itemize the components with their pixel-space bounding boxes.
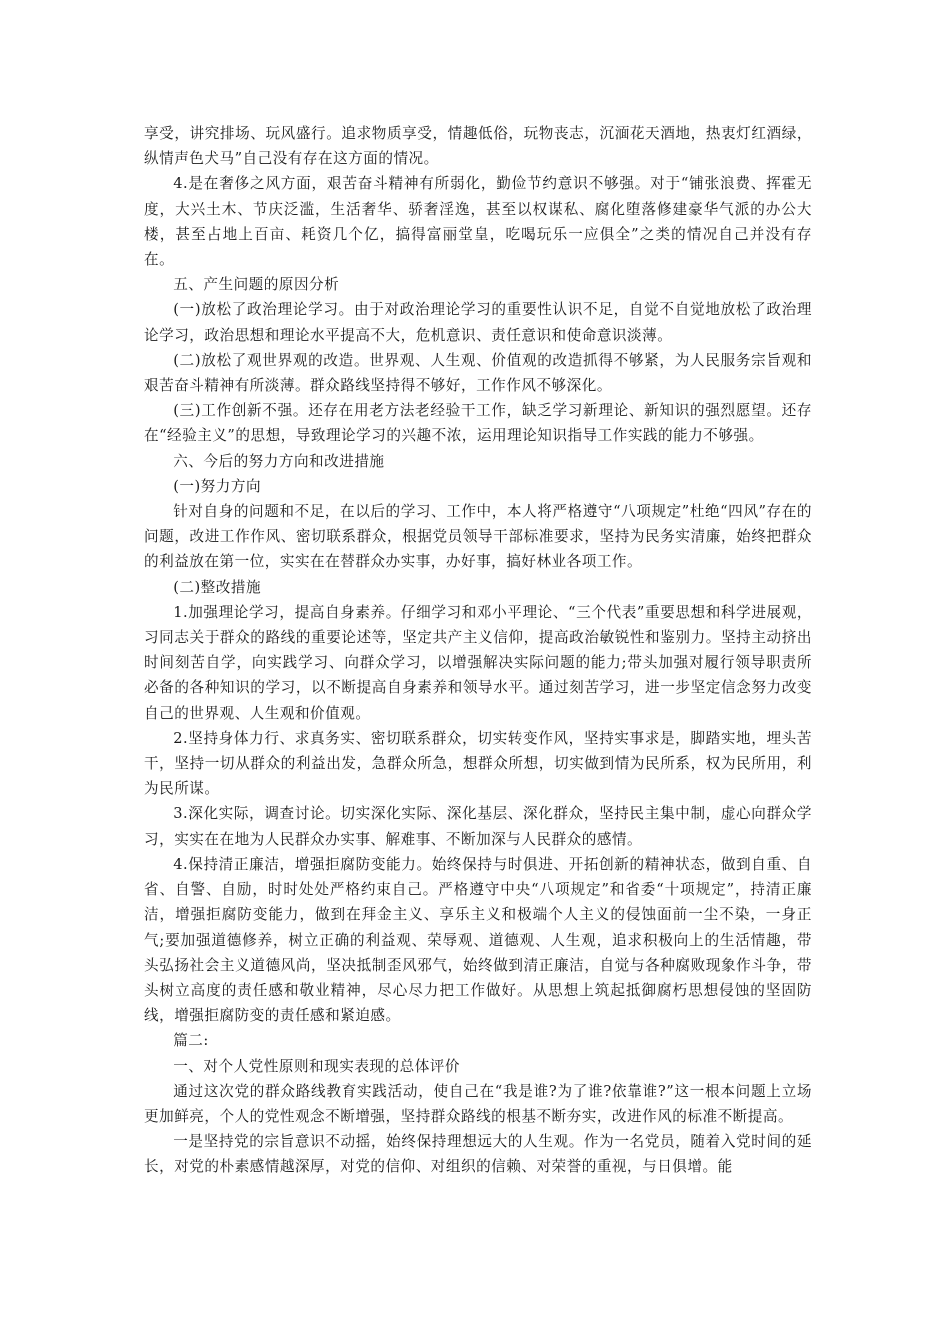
paragraph: 享受，讲究排场、玩风盛行。追求物质享受，情趣低俗，玩物丧志，沉湎花天酒地，热衷灯红酒绿，纵情声色犬马”自己没有存在这方面的情况。 [144,125,812,168]
paragraph: (二)放松了观世界观的改造。世界观、人生观、价值观的改造抓得不够紧，为人民服务宗旨观和艰苦奋斗精神有所淡薄。群众路线坚持得不够好，工作作风不够深化。 [144,351,812,395]
paragraph: 4.保持清正廉洁，增强拒腐防变能力。始终保持与时俱进、开拓创新的精神状态，做到自重、自省、自警、自励，时时处处严格约束自己。严格遵守中央“八项规定”和省委“十项规定”，持清正廉洁，增强拒腐防变能力，做到在拜金主义、享乐主义和极端个人主义的侵蚀面前一尘不染，一身正气;要加强道德修养，树立正确的利益观、荣辱观、道德观、人生观，追求积极向上的生活情趣，带头弘扬社会主义道德风尚，坚决抵制歪风邪气，始终做到清正廉洁，自觉与各种腐败现象作斗争，带头树立高度的责任感和敬业精神，尽心尽力把工作做好。从思想上筑起抵御腐朽思想侵蚀的坚固防线，增强拒腐防变的责任感和紧迫感。 [144,855,812,1025]
paragraph: (三)工作创新不强。还存在用老方法老经验干工作，缺乏学习新理论、新知识的强烈愿望。还存在“经验主义”的思想，导致理论学习的兴趣不浓，运用理论知识指导工作实践的能力不够强。 [144,402,812,445]
paragraph: 3.深化实际，调查讨论。切实深化实际、深化基层、深化群众，坚持民主集中制，虚心向群众学习，实实在在地为人民群众办实事、解难事、不断加深与人民群众的感情。 [144,805,812,848]
paragraph: 4.是在奢侈之风方面，艰苦奋斗精神有所弱化，勤俭节约意识不够强。对于“铺张浪费、挥霍无度，大兴土木、节庆泛滥，生活奢华、骄奢淫逸，甚至以权谋私、腐化堕落修建豪华气派的办公大楼，甚至占地上百亩、耗资几个亿，搞得富丽堂皇，吃喝玩乐一应俱全”之类的情况自己并没有存在。 [144,175,812,269]
paragraph: 1.加强理论学习，提高自身素养。仔细学习和邓小平理论、“三个代表”重要思想和科学进展观，习同志关于群众的路线的重要论述等，坚定共产主义信仰，提高政治敏锐性和鉴别力。坚持主动挤出时间刻苦自学，向实践学习、向群众学习，以增强解决实际问题的能力;带头加强对履行领导职责所必备的各种知识的学习，以不断提高自身素养和领导水平。通过刻苦学习，进一步坚定信念努力改变自己的世界观、人生观和价值观。 [144,603,812,722]
section-heading: 一、对个人党性原则和现实表现的总体评价 [173,1057,460,1075]
paragraph: (一)放松了政治理论学习。由于对政治理论学习的重要性认识不足，自觉不自觉地放松了政治理论学习，政治思想和理论水平提高不大，危机意识、责任意识和使命意识淡薄。 [144,301,812,344]
paragraph: 针对自身的问题和不足，在以后的学习、工作中，本人将严格遵守“八项规定”杜绝“四风”存在的问题，改进工作作风、密切联系群众，根据党员领导干部标准要求，坚持为民务实清廉，始终把群众的利益放在第一位，实实在在替群众办实事，办好事，搞好林业各项工作。 [144,503,812,571]
section-heading: 六、今后的努力方向和改进措施 [173,452,385,470]
part-heading: 篇二: [173,1032,209,1050]
paragraph: 2.坚持身体力行、求真务实、密切联系群众，切实转变作风，坚持实事求是，脚踏实地，埋头苦干，坚持一切从群众的利益出发，急群众所急，想群众所想，切实做到情为民所系，权为民所用，利为民所谋。 [144,729,812,798]
subsection-heading: (二)整改措施 [173,578,262,596]
section-heading: 五、产生问题的原因分析 [173,276,340,294]
paragraph: 通过这次党的群众路线教育实践活动，使自己在“我是谁?为了谁?依靠谁?”这一根本问题上立场更加鲜亮，个人的党性观念不断增强，坚持群众路线的根基不断夯实，改进作风的标准不断提高。 [144,1082,812,1125]
document-page [144,121,812,1180]
subsection-heading: (一)努力方向 [173,477,262,495]
paragraph: 一是坚持党的宗旨意识不动摇，始终保持理想远大的人生观。作为一名党员，随着入党时间的延长，对党的朴素感情越深厚，对党的信仰、对组织的信赖、对荣誉的重视，与日俱增。能 [144,1133,812,1176]
